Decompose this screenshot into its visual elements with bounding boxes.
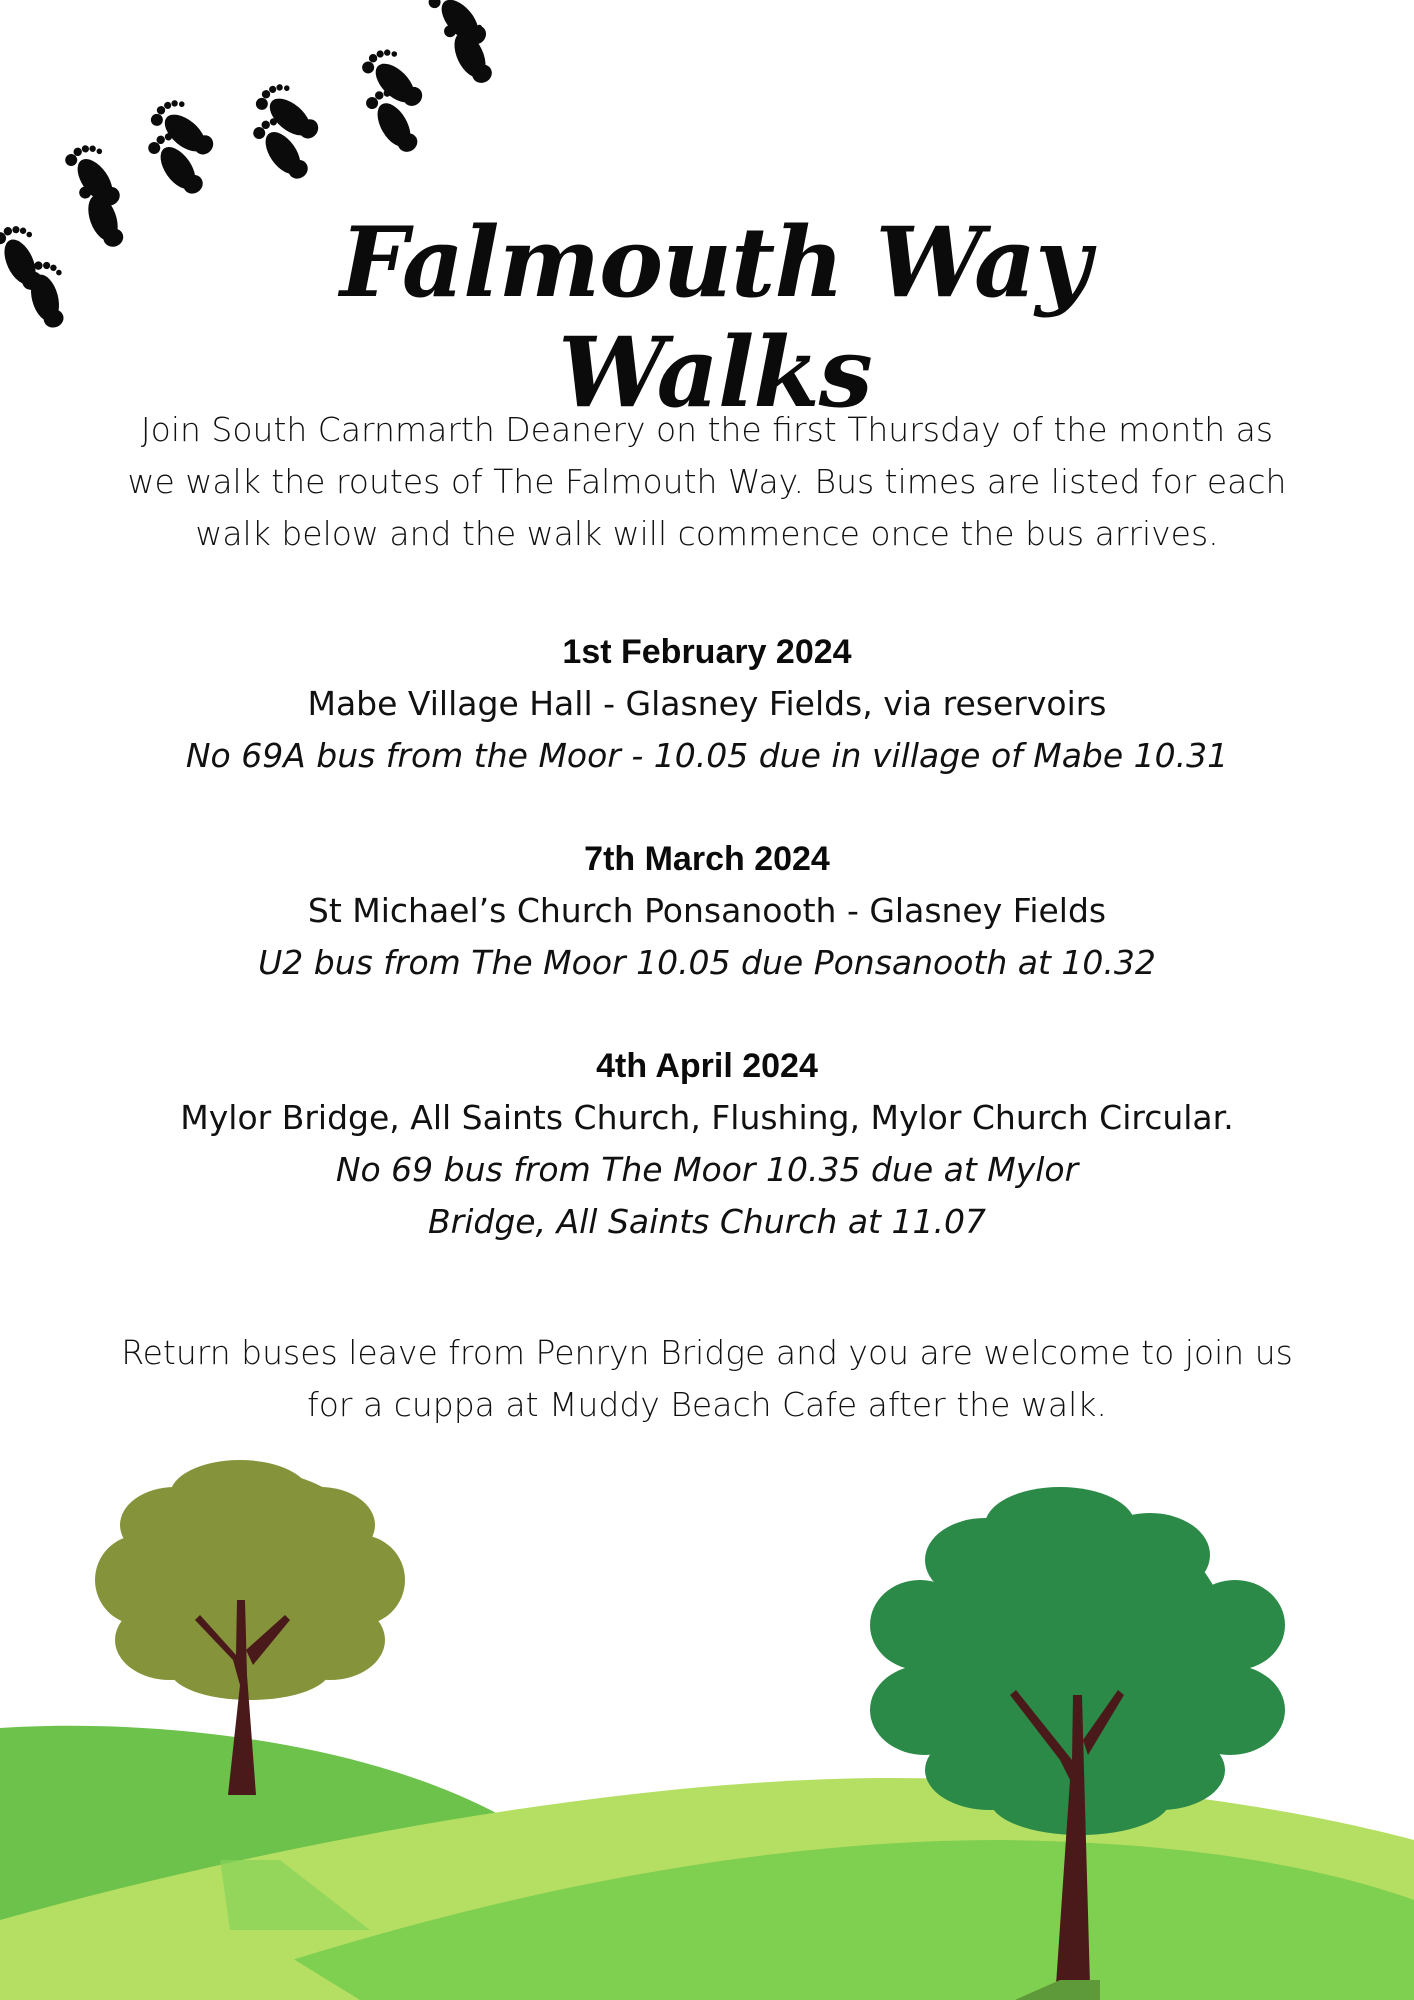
walk-entry-february bbox=[120, 626, 1294, 782]
walk-route: Mabe Village Hall - Glasney Fields, via reservoirs bbox=[307, 684, 1107, 723]
rolling-hills-icon bbox=[0, 1450, 1414, 2000]
walk-route: Mylor Bridge, All Saints Church, Flushing, Mylor Church Circular. bbox=[180, 1098, 1234, 1137]
intro-paragraph: Join South Carnmarth Deanery on the first Thursday of the month as we walk the routes of The Falmouth Way. Bus times are listed for each walk below and the walk will commence once the bus arrives. bbox=[127, 410, 1287, 553]
walk-date: 4th April 2024 bbox=[596, 1047, 818, 1085]
walk-bus-info: No 69A bus from the Moor - 10.05 due in village of Mabe 10.31 bbox=[185, 736, 1229, 775]
walk-route: St Michael’s Church Ponsanooth - Glasney Fields bbox=[307, 891, 1107, 930]
walk-entry-april bbox=[120, 1040, 1294, 1248]
walk-bus-info: No 69 bus from The Moor 10.35 due at Mylor Bridge, All Saints Church at 11.07 bbox=[335, 1150, 1079, 1241]
walk-date: 1st February 2024 bbox=[562, 633, 852, 671]
walk-entry-march bbox=[120, 833, 1294, 989]
walk-date: 7th March 2024 bbox=[584, 840, 830, 878]
return-bus-note: Return buses leave from Penryn Bridge and you are welcome to join us for a cuppa at Muddy Beach Cafe after the walk. bbox=[121, 1333, 1293, 1424]
page-title: Falmouth Way Walks bbox=[340, 206, 1090, 430]
walk-bus-info: U2 bus from The Moor 10.05 due Ponsanooth at 10.32 bbox=[258, 943, 1156, 982]
